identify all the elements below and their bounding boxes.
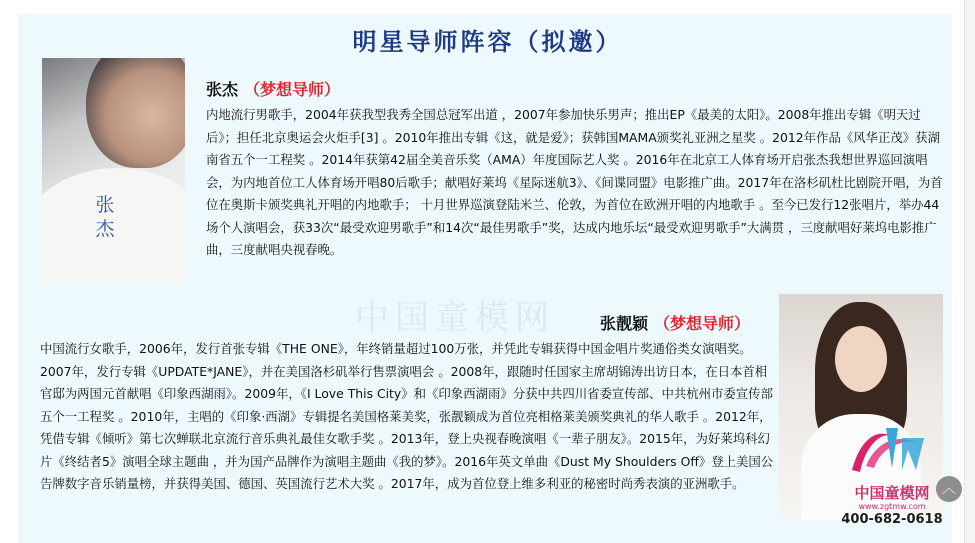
logo-phone: 400-682-0618 bbox=[841, 512, 943, 527]
site-logo bbox=[832, 420, 952, 530]
portrait-head bbox=[86, 58, 185, 168]
page-title: 明星导师阵容（拟邀） bbox=[352, 28, 623, 56]
mentor2-role: （梦想导师） bbox=[654, 314, 751, 333]
mentor1-photo bbox=[42, 58, 185, 282]
mentor1-name: 张杰 bbox=[206, 80, 239, 99]
scroll-top-button[interactable] bbox=[936, 476, 962, 502]
mentor2-heading bbox=[600, 311, 750, 334]
logo-url[interactable]: www.zgtmw.com bbox=[858, 502, 926, 511]
photo-caption: 张杰 bbox=[95, 194, 115, 240]
page-scrollbar[interactable] bbox=[964, 0, 975, 543]
mentor2-bio: 中国流行女歌手，2006年，发行首张专辑《THE ONE》，年终销量超过100万张，并凭此专辑获得中国金唱片奖通俗类女演唱奖。2007年，发行专辑《UPDATE*JANE》，并在美国洛杉矶举行售票演唱会 。2008年，跟随时任国家主席胡锦涛出访日本，在日本首相官邸为两国元首献唱《印象西湖雨》。2009年，《I Love This City》和《印象西湖雨》分获中共四川省委宣传部、中共杭州市委宣传部五个一工程奖 。2010年，主唱的《印象·西湖》专辑提名美国格莱美奖，张靓颖成为首位亮相格莱美颁奖典礼的华人歌手 。2012年，凭借专辑《倾听》第七次蝉联北京流行音乐典礼最佳女歌手奖 。2013年，登上央视春晚演唱《一辈子朋友》。2015年，为好莱坞科幻片《终结者5》演唱全球主题曲 ，并为国产品牌作为演唱主题曲《我的梦》。2016年英文单曲《Dust My Shoulders Off》登上美国公告牌数字音乐销量榜，并获得美国、德国、英国流行艺术大奖 。2017年，成为首位登上维多利亚的秘密时尚秀表演的亚洲歌手。 bbox=[40, 341, 774, 491]
chevron-up-icon: ︿ bbox=[942, 481, 956, 497]
mentor1-heading bbox=[206, 77, 340, 100]
mentor1-role: （梦想导师） bbox=[244, 80, 341, 99]
logo-name: 中国童模网 bbox=[854, 484, 930, 502]
logo-mark-icon bbox=[846, 420, 930, 480]
portrait-face bbox=[835, 326, 887, 392]
watermark: 中国童模网 bbox=[355, 298, 555, 338]
mentor2-name: 张靓颖 bbox=[600, 314, 649, 333]
mentor1-bio: 内地流行男歌手，2004年获我型我秀全国总冠军出道 ，2007年参加快乐男声；推出EP《最美的太阳》。2008年推出专辑《明天过后》；担任北京奥运会火炬手[3] 。2010年推出专辑《这，就是爱》；获韩国MAMA颁奖礼亚洲之星奖 。2012年作品《风华正茂》获湖南省五个一工程奖 。2014年获第42届全美音乐奖（AMA）年度国际艺人奖 。2016年在北京工人体育场开启张杰我想世界巡回演唱会，为内地首位工人体育场开唱80后歌手；献唱好莱坞《星际迷航3》、《间谍同盟》电影推广曲。2017年在洛杉矶杜比剧院开唱，为首位在奥斯卡颁奖典礼开唱的内地歌手； 十月世界巡演登陆米兰、伦敦，为首位在欧洲开唱的内地歌手 。至今已发行12张唱片，举办44场个人演唱会，获33次“最受欢迎男歌手”和14次“最佳男歌手”奖，达成内地乐坛“最受欢迎男歌手”大满贯 ，三度献唱好莱坞电影推广曲，三度献唱央视春晚。 bbox=[206, 107, 943, 257]
